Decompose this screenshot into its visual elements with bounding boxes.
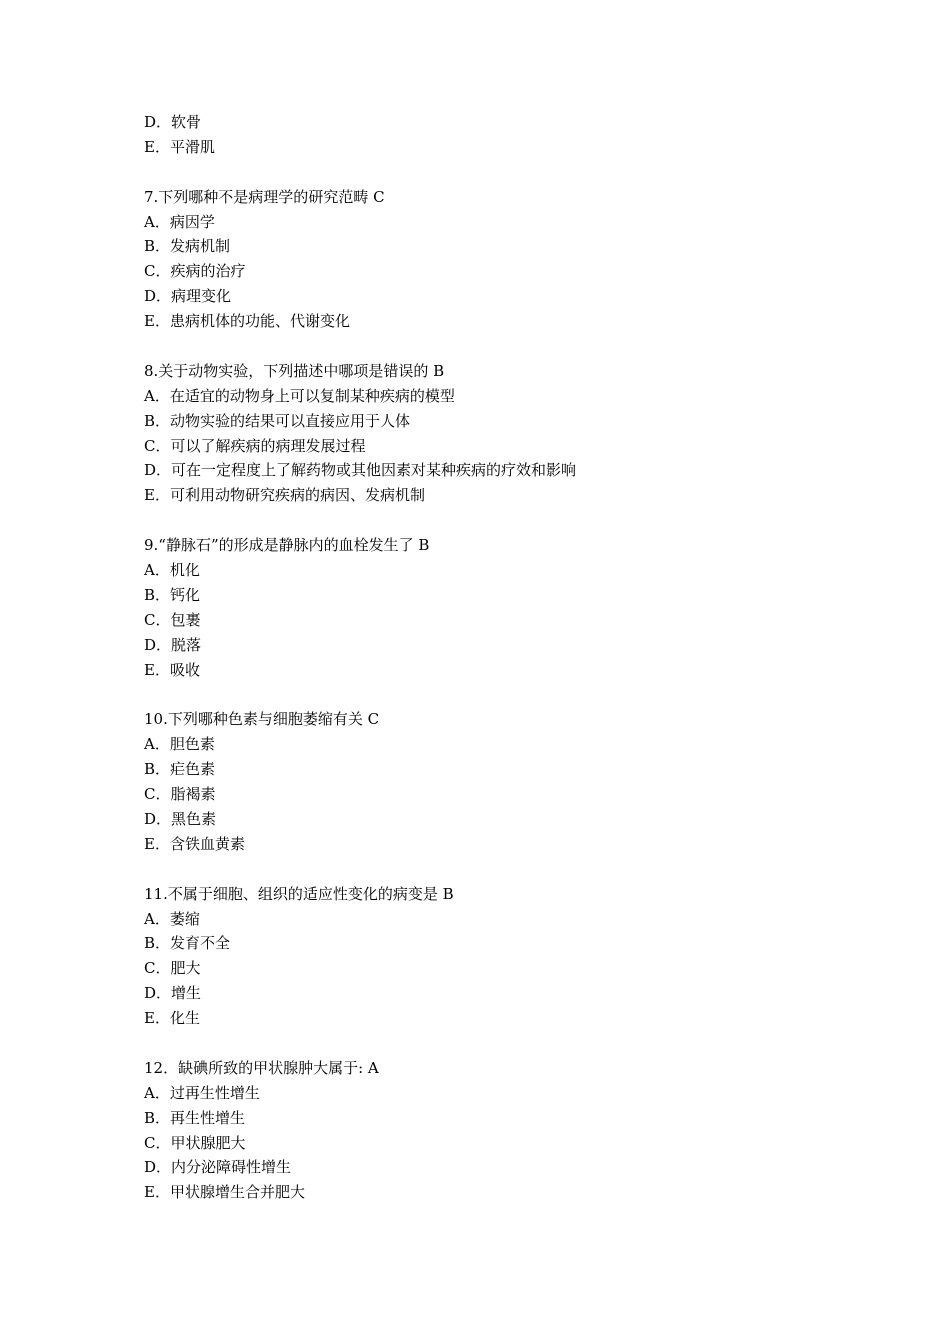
option-d: D．软骨 [144,113,202,131]
option-a: A．萎缩 [144,909,200,928]
spacer [144,1031,844,1056]
option-a: A．机化 [144,561,200,580]
question-11 [144,882,844,1031]
question-8 [144,359,844,508]
option-e: E．平滑肌 [144,137,215,156]
question-stem: 7.下列哪种不是病理学的研究范畴 C [144,187,385,206]
option-a: A．过再生性增生 [144,1083,260,1102]
option-c: C．疾病的治疗 [144,262,246,281]
continuation-options [144,110,844,160]
question-9 [144,533,844,682]
option-c: C．甲状腺肥大 [144,1133,246,1152]
option-b: B．疟色素 [144,760,216,779]
question-7 [144,185,844,334]
option-c: C．可以了解疾病的病理发展过程 [144,436,366,455]
option-b: B．发育不全 [144,934,231,953]
spacer [144,682,844,707]
option-b: B．动物实验的结果可以直接应用于人体 [144,411,411,430]
spacer [144,857,844,882]
option-d: D．内分泌障碍性增生 [144,1158,292,1177]
option-d: D．可在一定程度上了解药物或其他因素对某种疾病的疗效和影响 [144,461,577,480]
question-stem: 9.“静脉石”的形成是静脉内的血栓发生了 B [144,536,430,555]
spacer [144,508,844,533]
option-c: C．包裹 [144,610,201,629]
option-e: E．吸收 [144,660,200,679]
question-stem: 12．缺碘所致的甲状腺肿大属于: A [144,1058,379,1077]
option-d: D．病理变化 [144,287,232,306]
question-stem: 11.不属于细胞、组织的适应性变化的病变是 B [144,884,454,903]
question-stem: 10.下列哪种色素与细胞萎缩有关 C [144,710,380,729]
option-b: B．再生性增生 [144,1108,246,1127]
option-d: D．增生 [144,984,202,1003]
question-12 [144,1056,844,1205]
option-e: E．患病机体的功能、代谢变化 [144,312,350,331]
option-d: D．黑色素 [144,809,217,828]
option-c: C．脂褐素 [144,785,216,804]
option-b: B．发病机制 [144,237,231,256]
option-e: E．可利用动物研究疾病的病因、发病机制 [144,486,425,505]
option-a: A．病因学 [144,212,215,231]
option-b: B．钙化 [144,585,201,604]
option-a: A．在适宜的动物身上可以复制某种疾病的模型 [144,386,455,405]
option-e: E．甲状腺增生合并肥大 [144,1183,305,1202]
spacer [144,160,844,185]
option-a: A．胆色素 [144,735,215,754]
option-e: E．含铁血黄素 [144,834,245,853]
option-c: C．肥大 [144,959,201,978]
spacer [144,334,844,359]
document-page [144,110,844,1205]
question-stem: 8.关于动物实验，下列描述中哪项是错误的 B [144,361,445,380]
option-e: E．化生 [144,1009,200,1028]
question-10 [144,707,844,856]
option-d: D．脱落 [144,635,202,654]
